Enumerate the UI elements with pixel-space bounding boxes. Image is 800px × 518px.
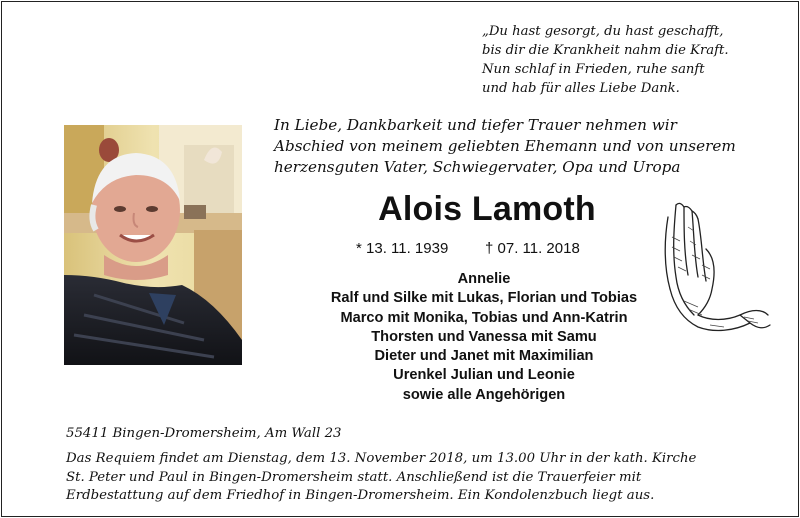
mourner-line: Marco mit Monika, Tobias und Ann-Katrin [340, 309, 628, 326]
intro-line: herzensguten Vater, Schwiegervater, Opa und Uropa [274, 158, 681, 176]
deceased-name: Alois Lamoth [378, 190, 596, 228]
poem-line: und hab für alles Liebe Dank. [482, 81, 680, 96]
intro-text [274, 115, 736, 178]
memorial-poem [482, 22, 729, 98]
intro-line: Abschied von meinem geliebten Ehemann und von unserem [274, 137, 736, 155]
poem-line: „Du hast gesorgt, du hast geschafft, [482, 24, 724, 39]
intro-line: In Liebe, Dankbarkeit und tiefer Trauer nehmen wir [274, 116, 677, 134]
mourner-line: Thorsten und Vanessa mit Samu [371, 328, 597, 345]
requiem-line: Erdbestattung auf dem Friedhof in Bingen-Dromersheim. Ein Kondolenzbuch liegt aus. [66, 488, 655, 503]
family-address: 55411 Bingen-Dromersheim, Am Wall 23 [66, 426, 342, 441]
requiem-line: Das Requiem findet am Dienstag, dem 13. November 2018, um 13.00 Uhr in der kath. Kirche [66, 451, 697, 466]
obituary-card [1, 1, 799, 517]
birth-date: * 13. 11. 1939 [356, 240, 449, 257]
poem-line: bis dir die Krankheit nahm die Kraft. [482, 43, 729, 58]
mourner-line: sowie alle Angehörigen [402, 386, 566, 403]
mourner-line: Dieter und Janet mit Maximilian [374, 348, 594, 365]
mourners-list [274, 270, 694, 405]
mourner-line: Annelie [457, 271, 511, 287]
mourner-line: Ralf und Silke mit Lukas, Florian und Tobias [330, 290, 638, 307]
death-date: † 07. 11. 2018 [485, 240, 580, 257]
requiem-line: St. Peter und Paul in Bingen-Dromersheim statt. Anschließend ist die Trauerfeier mit [66, 469, 642, 485]
requiem-notice [66, 450, 766, 506]
portrait-photo [64, 125, 242, 365]
mourner-line: Urenkel Julian und Leonie [393, 367, 575, 384]
poem-line: Nun schlaf in Frieden, ruhe sanft [482, 62, 705, 77]
